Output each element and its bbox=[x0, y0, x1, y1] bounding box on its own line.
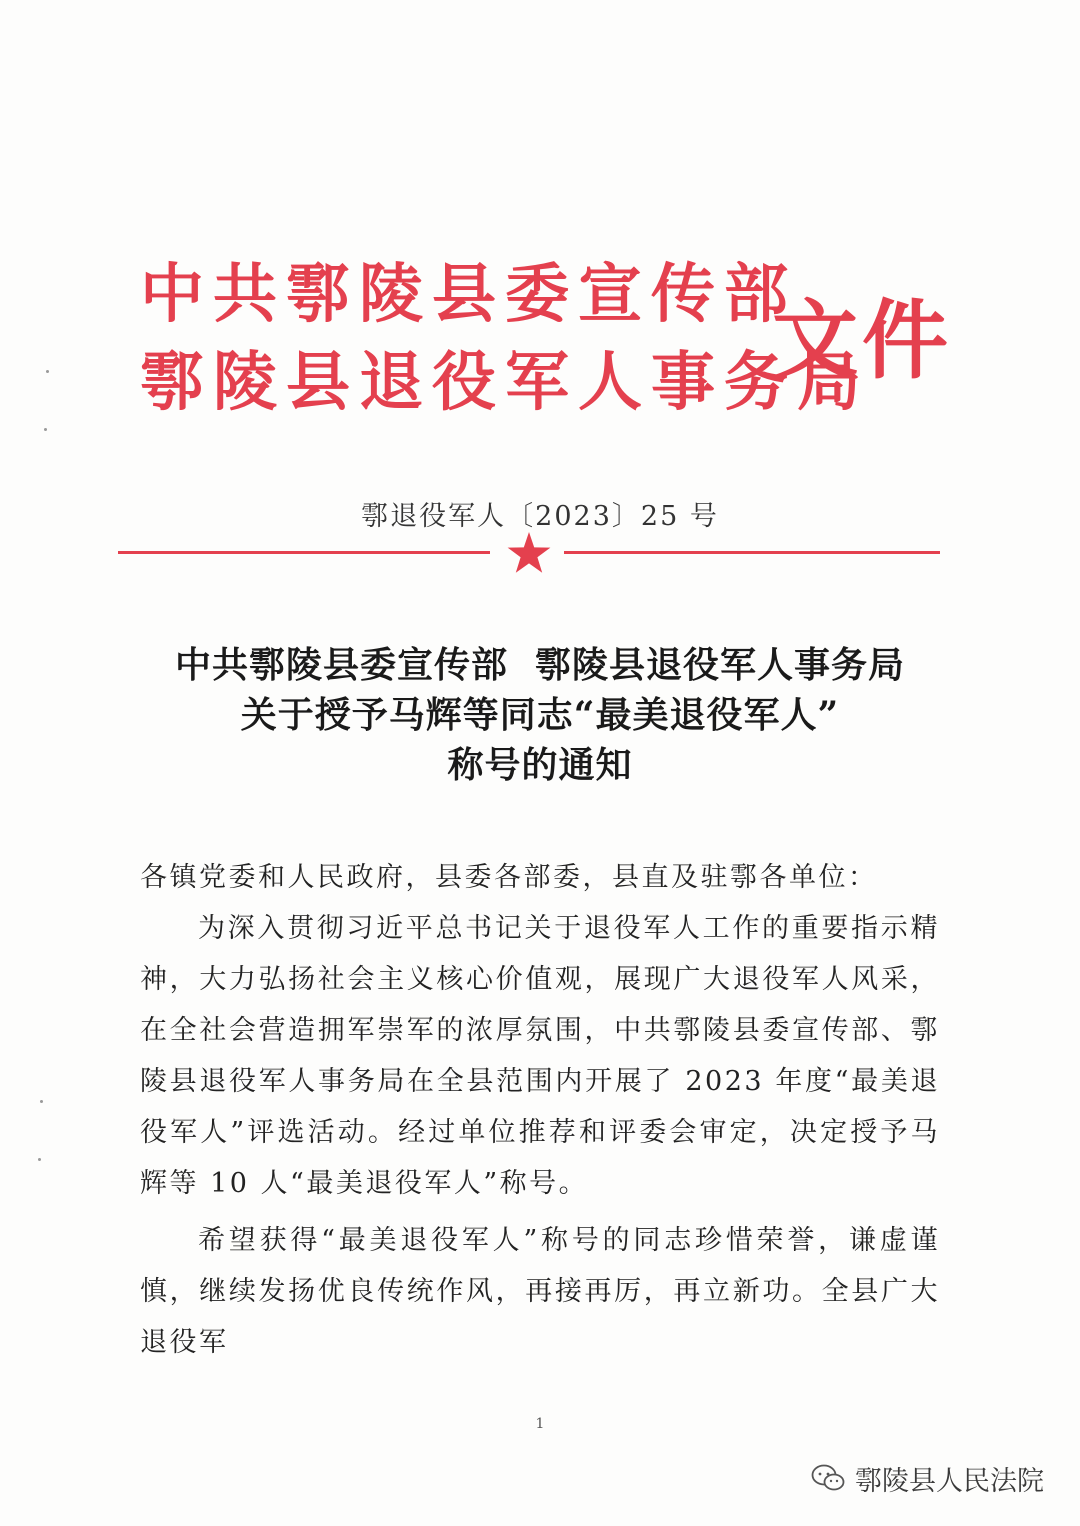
page-number: 1 bbox=[535, 1416, 545, 1432]
document-title bbox=[0, 640, 1080, 790]
masthead-issuer-2: 鄠陵县退役军人事务局 bbox=[140, 345, 870, 420]
title-line-1: 中共鄠陵县委宣传部 鄠陵县退役军人事务局 bbox=[174, 644, 906, 686]
title-line-2: 关于授予马辉等同志“最美退役军人” bbox=[240, 694, 840, 736]
red-divider bbox=[118, 530, 940, 580]
salutation: 各镇党委和人民政府，县委各部委，县直及驻鄠各单位： bbox=[140, 862, 878, 893]
document-body bbox=[140, 852, 940, 1368]
divider-rule-left bbox=[118, 551, 490, 554]
title-line-3: 称号的通知 bbox=[447, 744, 633, 786]
masthead-document-label: 文件 bbox=[772, 290, 952, 391]
star-icon bbox=[506, 530, 552, 576]
masthead bbox=[140, 255, 960, 435]
document-number: 鄠退役军人〔2023〕25 号 bbox=[361, 501, 719, 532]
scan-speck bbox=[46, 370, 49, 373]
scan-speck bbox=[44, 428, 47, 431]
body-paragraph-1: 为深入贯彻习近平总书记关于退役军人工作的重要指示精神，大力弘扬社会主义核心价值观，展现广大退役军人风采，在全社会营造拥军崇军的浓厚氛围，中共鄠陵县委宣传部、鄠陵县退役军人事务局在全县范围内开展了 2023 年度“最美退役军人”评选活动。经过单位推荐和评委会审定，决定授予马辉等 10 人“最美退役军人”称号。 bbox=[140, 913, 940, 1199]
wechat-icon bbox=[811, 1464, 845, 1492]
masthead-issuer-1: 中共鄠陵县委宣传部 bbox=[140, 257, 797, 332]
scan-speck bbox=[38, 1158, 41, 1161]
watermark-text: 鄠陵县人民法院 bbox=[855, 1465, 1044, 1497]
body-paragraph-2: 希望获得“最美退役军人”称号的同志珍惜荣誉，谦虚谨慎，继续发扬优良传统作风，再接再厉，再立新功。全县广大退役军 bbox=[140, 1225, 940, 1358]
divider-rule-right bbox=[564, 551, 940, 554]
source-watermark bbox=[811, 1462, 1044, 1497]
scan-speck bbox=[40, 1100, 43, 1103]
